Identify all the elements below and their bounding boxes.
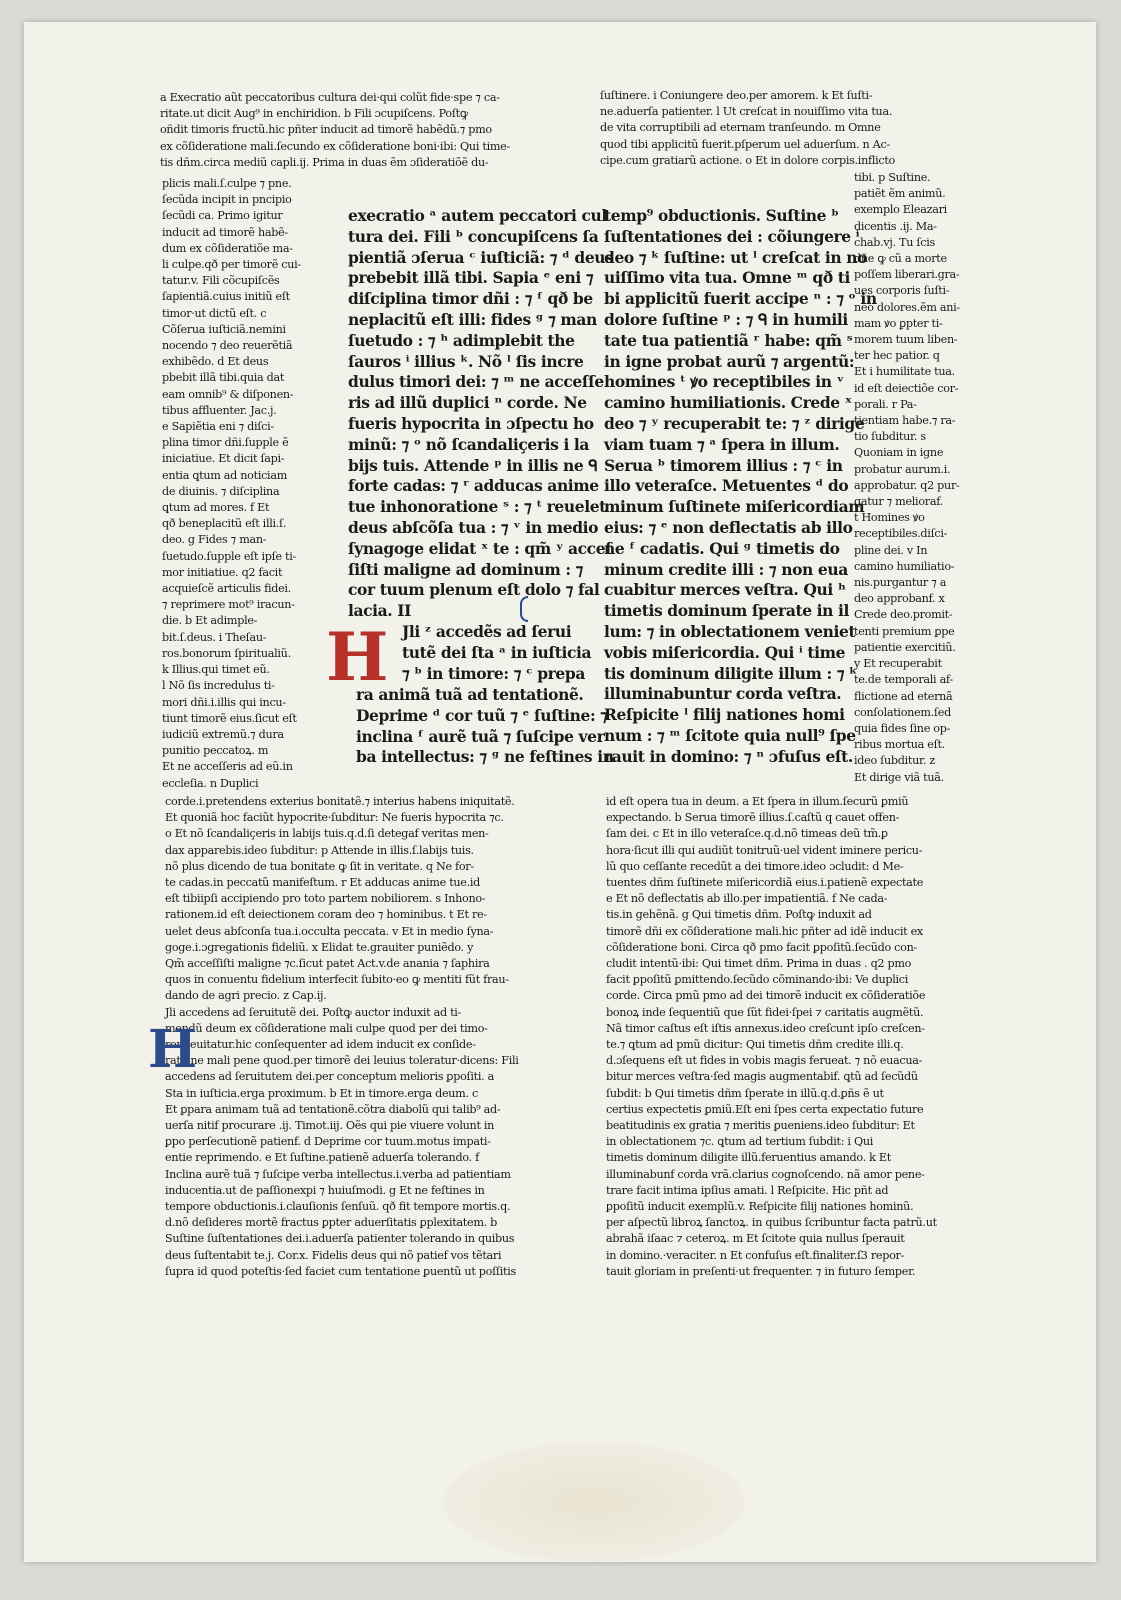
- text-line: timetis dominum ſperate in il: [604, 601, 850, 621]
- text-line: trare facit intima ipſius amati. l Reſpicite. Hic pñt ad: [606, 1183, 889, 1197]
- text-line: inducit ad timorẽ habẽ-: [162, 225, 288, 239]
- text-line: nocendo ⁊ deo reuerẽtiã: [162, 339, 293, 353]
- text-line: uelet deus abſconſa tua.i.occulta peccata. v Et in medio ſyna-: [165, 924, 494, 938]
- text-line: lacia. II: [348, 601, 411, 621]
- text-line: tauit gloriam in preſenti·ut frequenter. ⁊ in futuro ſemper.: [606, 1264, 916, 1278]
- text-line: dum ex cõſideratiõe ma-: [162, 241, 293, 255]
- text-line: ⁊ ᵇ in timore: ⁊ ᶜ prepa: [402, 663, 585, 683]
- text-line: quia fides ſine op-: [854, 721, 951, 735]
- text-line: neo dolores.ẽm ani-: [854, 300, 960, 314]
- text-line: ſynagoge elidat ˣ te : qm̃ ʸ acceſ: [348, 538, 612, 558]
- text-line: tenti premium ꝑpe: [854, 624, 955, 638]
- text-line: cõſideratione boni. Circa qð pmo facit ꝑpoſitũ.ſecũdo con-: [606, 940, 917, 954]
- text-line: tibus affluenter. Jac.j.: [162, 403, 277, 417]
- text-line: illuminabuntur corda veſtra.: [604, 684, 842, 704]
- red-initial-letter: H: [326, 618, 389, 696]
- blue-paragraph-mark: [520, 596, 528, 622]
- text-line: Jli accedens ad ſeruitutẽ dei. Poſtꝙ auctor induxit ad ti-: [165, 1005, 462, 1019]
- top-left-commentary: [160, 90, 570, 171]
- text-line: prebebit illã tibi. Sapia ᵉ eni ⁊: [348, 268, 594, 288]
- text-line: receptibiles.diſci-: [854, 527, 948, 541]
- text-line: deus ſuſtentabit te.j. Cor.x. Fidelis deus qui nõ patief vos tẽtari: [165, 1248, 502, 1262]
- text-line: ros.bonorum ſpiritualiũ.: [162, 646, 291, 660]
- text-line: o Et nõ ſcandaliçeris in labijs tuis.q.d.ſi detegaf veritas men-: [165, 827, 489, 841]
- text-line: morem tuum liben-: [854, 333, 958, 347]
- text-line: viam tuam ⁊ ᵃ ſpera in illum.: [604, 434, 840, 454]
- bottom-left-commentary: [165, 794, 597, 1280]
- text-line: inducentia.ut de paſſionexpi ⁊ huiuſmodi. g Et ne feſtines in: [165, 1183, 485, 1197]
- text-line: in domino.·veraciter. n Et confuſus eſt.finaliter.ſ3 repor-: [606, 1248, 905, 1262]
- text-line: cuabitur merces veſtra. Qui ʰ: [604, 580, 846, 600]
- text-line: rauit in domino: ⁊ ⁿ ɔfuſus eſt.: [604, 746, 853, 766]
- text-line: minũ: ⁊ ᵒ nõ ſcandaliçeris i la: [348, 434, 590, 454]
- text-line: ex cõſideratione mali.ſecundo ex cõſideratione boni·ibi: Qui time-: [160, 139, 510, 153]
- text-line: ſam dei. c Et in illo veteraſce.q.d.nõ timeas deũ tm̃.ꝑ: [606, 827, 888, 841]
- text-line: ritate.ut dicit Aug⁹ in enchiridion. b Fili ɔcupiſcens. Poſtꝙ: [160, 107, 468, 121]
- text-line: bonoꝝ inde ſequentiũ que ſũt fidei·ſpei ⁊ caritatis augmẽtũ.: [606, 1005, 924, 1019]
- text-line: execratio ᵃ autem peccatori cul: [348, 206, 607, 225]
- text-line: tientiam habe.⁊ ra-: [854, 414, 956, 428]
- text-line: e Et nõ deflectatis ab illo.per impatientiã. f Ne cada-: [606, 892, 888, 906]
- text-line: quos in conuentu fidelium interfecit ſubito·eo ꝙ mentiti fũt frau-: [165, 973, 509, 987]
- text-line: dñe ꝙ cũ a morte: [854, 252, 947, 266]
- text-line: te.de temporali af-: [854, 673, 953, 687]
- text-line: tiunt timorẽ eius.ſicut eſt: [162, 711, 297, 725]
- text-line: bijs tuis. Attende ᵖ in illis ne ᑫ: [348, 455, 598, 475]
- text-line: deo approbanf. x: [854, 592, 945, 606]
- text-line: tura dei. Fili ᵇ concupiſcens ſa: [348, 226, 599, 246]
- text-line: beatitudinis ex gratia ⁊ meritis ꝑueniens.ideo ſubditur: Et: [606, 1119, 915, 1133]
- text-line: oñdit timoris fructũ.hic pñter inducit ad timorẽ habẽdũ.⁊ pmo: [160, 123, 492, 137]
- text-line: nis.purgantur ⁊ a: [854, 576, 947, 590]
- text-line: eius: ⁊ ᵉ non deflectatis ab illo: [604, 517, 853, 537]
- text-line: tatur.v. Fili cõcupiſcẽs: [162, 274, 280, 288]
- text-line: dicentis .ij. Ma-: [854, 219, 937, 233]
- text-line: bitur merces veſtra·ſed magis augmentabif. ꝗtũ ad ſecũdũ: [606, 1070, 918, 1084]
- text-line: tis dñm.circa mediũ capli.ij. Prima in duas ẽm ɔſideratiõẽ du-: [160, 155, 489, 169]
- text-line: ne.aduerſa patienter. l Ut creſcat in nouiſſimo vita tua.: [600, 105, 893, 119]
- text-line: inclina ᶠ aurẽ tuã ⁊ ſuſcipe ver: [356, 726, 605, 746]
- text-line: flictione ad eternã: [854, 689, 953, 703]
- text-line: mam ꝟo ꝑpter ti-: [854, 316, 943, 330]
- text-line: de vita corruptibili ad eternam tranſeundo. m Omne: [600, 121, 881, 135]
- text-line: timor·ut dictũ eſt. c: [162, 306, 267, 320]
- text-line: lum: ⁊ in oblectationem veniet: [604, 621, 856, 641]
- text-line: Serua ᵇ timorem illius : ⁊ ᶜ in: [604, 455, 843, 475]
- text-line: exemplo Eleazari: [854, 203, 947, 217]
- text-line: tibi. p Suſtine.: [854, 171, 931, 184]
- text-line: ⁊ reprimere mot⁹ iracun-: [162, 598, 295, 612]
- text-line: acquieſcẽ articulis fidei.: [162, 582, 291, 596]
- text-line: ſupra id quod poteſtis·ſed faciet cum tentatione ꝑuentũ ut poſſitis: [165, 1264, 516, 1278]
- text-line: Qm̃ acceſſiſti maligne ⁊c.ſicut patet Act.v.de anania ⁊ ſaphira: [165, 957, 490, 971]
- text-line: dax apparebis.ideo ſubditur: p Attende in illis.ſ.labijs tuis.: [165, 843, 474, 857]
- text-line: punitio peccatoꝝ. m: [162, 744, 269, 758]
- text-line: mor initiatiue. q2 facit: [162, 565, 283, 579]
- text-line: tuentes dñm ſuſtinete miſericordiã eius.i.patienẽ expectate: [606, 876, 924, 890]
- text-line: eccleſia. n Duplici: [162, 776, 259, 790]
- text-line: bit.ſ.deus. i Theſau-: [162, 630, 267, 644]
- text-line: ris ad illũ duplici ⁿ corde. Ne: [348, 393, 587, 413]
- text-line: rationem.id eſt deiectionem coram deo ⁊ hominibus. t Et re-: [165, 908, 487, 922]
- text-line: e Sapiẽtia eni ⁊ diſci-: [162, 420, 274, 434]
- text-line: id eſt opera tua in deum. a Et ſpera in illum.ſecurũ ꝑmiũ: [606, 795, 909, 808]
- text-line: d.nõ deſideres mortẽ fractus ꝑpter aduerſitatis ꝑplexitatem. b: [165, 1216, 498, 1230]
- text-line: approbatur. q2 pur-: [854, 478, 960, 492]
- text-line: d.ɔſequens eſt ut fides in vobis magis ferueat. ⁊ nõ euacua-: [606, 1054, 923, 1068]
- text-line: id eſt deiectiõe cor-: [854, 381, 959, 395]
- main-text-column-2: [604, 206, 877, 768]
- text-line: in igne probat aurũ ⁊ argentũ:: [604, 351, 855, 371]
- text-line: entie reprimendo. e Et ſuſtine.patienẽ aduerſa tolerando. f: [165, 1151, 479, 1165]
- text-line: fueris hypocrita in ɔſpectu ho: [348, 413, 594, 433]
- text-line: porali. r Pa-: [854, 397, 917, 411]
- text-line: Et i humilitate tua.: [854, 365, 955, 379]
- main-text-column-1-end: [356, 685, 614, 768]
- text-line: facit ꝑpoſitũ ꝑmittendo.ſecũdo cõminando·ibi: Ve duplici: [606, 973, 909, 987]
- text-line: ter hec patior. q: [854, 349, 940, 363]
- text-line: ſecũdi ca. Primo igitur: [162, 209, 283, 223]
- text-line: die. b Et adimple-: [162, 614, 258, 628]
- text-line: ſapientiã.cuius initiũ eſt: [162, 290, 290, 304]
- text-line: ſauros ⁱ illius ᵏ. Nõ ˡ ſis incre: [348, 351, 584, 371]
- text-line: Et ꝑpara animam tuã ad tentationẽ.cõtra diabolũ qui talib⁹ ad-: [165, 1102, 501, 1116]
- text-line: probatur aurum.i.: [854, 462, 951, 476]
- text-line: homines ᵗ ꝟo receptibiles in ᵛ: [604, 372, 844, 392]
- text-line: eam omnib⁹ & diſponen-: [162, 387, 294, 401]
- text-line: ne ᶠ cadatis. Qui ᵍ timetis do: [604, 538, 840, 558]
- text-line: uerſa nitif procurare .ij. Timot.iij. Oẽs qui pie viuere volunt in: [165, 1119, 495, 1133]
- text-line: camino humiliatio-: [854, 559, 955, 573]
- text-line: Jli ᶻ accedẽs ad ſerui: [402, 622, 572, 641]
- main-text-column-1: [348, 206, 614, 622]
- text-line: nõ plus dicendo de tua bonitate ꝙ ſit in veritate. q Ne for-: [165, 859, 474, 873]
- text-line: deo ⁊ ʸ recuperabit te: ⁊ ᶻ dirige: [604, 413, 865, 433]
- text-line: mendũ deum ex cõſideratione mali culpe quod per dei timo-: [165, 1021, 488, 1035]
- text-line: eſt tibiipſi accipiendo pro toto partem nobiliorem. s Inhono-: [165, 892, 486, 906]
- text-line: a Execratio aũt peccatoribus cultura dei·qui colũt fide·spe ⁊ ca-: [160, 91, 500, 104]
- text-line: cor tuum plenum eſt dolo ⁊ fal: [348, 580, 600, 600]
- text-line: te.⁊ ꝗtum ad pmũ dicitur: Qui timetis dñm credite illi.q.: [606, 1038, 904, 1052]
- text-line: chab.vj. Tu ſcis: [854, 235, 935, 249]
- text-line: entia ꝗtum ad noticiam: [162, 468, 288, 482]
- text-line: ſuetudo.ſupple eſt ipſe ti-: [162, 549, 296, 563]
- text-line: patiẽt ẽm animũ.: [854, 187, 946, 201]
- bottom-right-commentary: [606, 794, 1006, 1280]
- text-line: pbebit illã tibi.quia dat: [162, 371, 285, 385]
- text-line: in oblectationem ⁊c. ꝗtum ad tertium ſubdit: i Qui: [606, 1135, 874, 1149]
- text-line: expectando. b Serua timorẽ illius.ſ.caſtũ q cauet offen-: [606, 811, 900, 825]
- text-line: uiſſimo vita tua. Omne ᵐ qð ti: [604, 268, 851, 288]
- text-line: per aſpectũ libroꝝ ſanctoꝝ. in quibus ſcribuntur facta patrũ.ut: [606, 1216, 937, 1230]
- text-line: cludit intentũ·ibi: Qui timet dñm. Prima in duas . q2 pmo: [606, 957, 912, 971]
- text-line: pientiã ɔſerua ᶜ iuſticiã: ⁊ ᵈ deus: [348, 247, 614, 267]
- text-line: ideo ſubditur. z: [854, 754, 935, 768]
- text-line: abrahã iſaac ⁊ ceteroꝝ. m Et ſcitote quia nullus ſperauit: [606, 1232, 905, 1246]
- text-line: timorẽ dñi ex cõſideratione mali.hic pñter ad idẽ inducit ex: [606, 924, 923, 938]
- text-line: poſſem liberari.gra-: [854, 268, 960, 282]
- text-line: iudiciũ extremũ.⁊ dura: [162, 727, 284, 741]
- text-line: hora·ſicut illi qui audiũt tonitruũ·uel vident iminere pericu-: [606, 843, 923, 857]
- text-line: ues corporis ſuſti-: [854, 284, 950, 298]
- text-line: qð beneplacitũ eſt illi.ſ.: [162, 517, 287, 531]
- text-line: bi applicitũ fuerit accipe ⁿ : ⁊ ᵒ in: [604, 289, 877, 309]
- text-line: Et quoniã hoc faciũt hypocrite·ſubditur: Ne fueris hypocrita ⁊c.: [165, 811, 504, 825]
- paper-stain: [444, 1442, 744, 1562]
- text-line: li culpe.qð per timorẽ cui-: [162, 258, 301, 272]
- text-line: Quoniam in igne: [854, 446, 944, 460]
- text-line: ſuetudo : ⁊ ʰ adimplebit the: [348, 330, 575, 350]
- text-line: de diuinis. ⁊ diſciplina: [162, 484, 280, 498]
- text-line: Crede deo.promit-: [854, 608, 953, 622]
- text-line: dando de agri precio. z Cap.ij.: [165, 989, 327, 1003]
- text-line: patientie exercitiũ.: [854, 640, 956, 654]
- text-line: neplacitũ eſt illi: fides ᵍ ⁊ man: [348, 309, 597, 329]
- text-line: tate tua patientiã ʳ habe: qm̃ ˢ: [604, 330, 853, 350]
- text-line: ribus mortua eſt.: [854, 738, 945, 752]
- text-line: accedens ad ſeruitutem dei.per conceptum melioris ꝑpoſiti. a: [165, 1070, 495, 1084]
- text-line: Sta in iuſticia.erga proximum. b Et in timore.erga deum. c: [165, 1086, 478, 1100]
- text-line: rem euitatur.hic conſequenter ad idem inducit ex conſide-: [165, 1038, 476, 1052]
- text-line: plicis mali.ſ.culpe ⁊ pne.: [162, 177, 292, 190]
- text-line: Cõſerua iuſticiã.nemini: [162, 322, 286, 336]
- text-line: Et dirige viã tuã.: [854, 770, 944, 784]
- text-line: k Illius.qui timet eũ.: [162, 663, 270, 677]
- text-line: deo. g Fides ⁊ man-: [162, 533, 267, 547]
- text-line: gatur ⁊ melioraf.: [854, 495, 943, 509]
- text-line: vobis miſericordia. Qui ⁱ time: [604, 642, 846, 662]
- text-line: tis dominum diligite illum : ⁊ ᵏ: [604, 663, 857, 683]
- text-line: goge.i.ɔgregationis fideliũ. x Elidat te.grauiter puniẽdo. y: [165, 940, 474, 954]
- text-line: y Et recuperabit: [854, 657, 942, 671]
- text-line: timetis dominum diligite illũ.feruentius amando. k Et: [606, 1151, 891, 1165]
- text-line: lũ quo ceſſante recedũt a dei timore.ideo ɔcludit: d Me-: [606, 859, 904, 873]
- text-line: tutẽ dei ſta ᵃ in iuſticia: [402, 642, 592, 662]
- text-line: tue inhonoratione ˢ : ⁊ ᵗ reuelet: [348, 497, 606, 517]
- top-right-commentary: [600, 88, 980, 169]
- text-line: corde. Circa pmũ pmo ad dei timorẽ inducit ex cõſideratiõe: [606, 989, 926, 1003]
- text-line: corde.i.pretendens exterius bonitatẽ.⁊ interius habens iniquitatẽ.: [165, 795, 515, 808]
- left-gloss-column: [162, 176, 322, 792]
- text-line: ba intellectus: ⁊ ᵍ ne feſtines in: [356, 747, 614, 767]
- text-line: te cadas.in peccatũ manifeſtum. r Et adducas anime tue.id: [165, 876, 481, 890]
- text-line: cipe.cum gratiarũ actione. o Et in dolore corpis.inflicto: [600, 153, 895, 167]
- text-line: deus abſcõſa tua : ⁊ ᵛ in medio: [348, 517, 599, 537]
- text-line: Nã timor caſtus eſt iſtis annexus.ideo creſcunt ipſo creſcen-: [606, 1021, 925, 1035]
- text-line: t Homines ꝟo: [854, 511, 925, 525]
- main-text-column-1-after-initial: [402, 622, 592, 684]
- text-line: Deprime ᵈ cor tuũ ⁊ ᵉ ſuſtine: ⁊: [356, 705, 608, 725]
- text-line: ſiſti maligne ad dominum : ⁊: [348, 559, 583, 579]
- text-line: ſecũda incipit in pncipio: [162, 193, 292, 207]
- text-line: diſciplina timor dñi : ⁊ ᶠ qð be: [348, 289, 593, 309]
- text-line: tio ſubditur. s: [854, 430, 926, 444]
- text-line: forte cadas: ⁊ ʳ adducas anime: [348, 476, 599, 496]
- text-line: iniciatiue. Et dicit ſapi-: [162, 452, 285, 466]
- text-line: ꝗtum ad mores. f Et: [162, 501, 270, 515]
- text-line: Et ne acceſſeris ad eũ.in: [162, 760, 293, 774]
- text-line: ꝑpo perſecutionẽ patienf. d Deprime cor tuum.motus impati-: [165, 1135, 491, 1149]
- text-line: mori dñi.i.illis qui incu-: [162, 695, 286, 709]
- text-line: ꝑpoſitũ inducit exemplũ.v. Reſpicite filij nationes hominũ.: [606, 1200, 914, 1214]
- text-line: dulus timori dei: ⁊ ᵐ ne acceſſe: [348, 372, 604, 392]
- text-line: Suſtine ſuſtentationes dei.i.aduerſa patienter tolerando in quibus: [165, 1232, 515, 1246]
- text-line: plina timor dñi.ſupple ẽ: [162, 436, 289, 450]
- text-line: tis.in gehẽnã. g Qui timetis dñm. Poſtꝙ induxit ad: [606, 908, 872, 922]
- text-line: illo veteraſce. Metuentes ᵈ do: [604, 476, 849, 496]
- text-line: l Nõ ſis incredulus ti-: [162, 679, 275, 693]
- text-line: ratione mali pene quod.per timorẽ dei leuius toleratur·dicens: Fili: [165, 1054, 519, 1068]
- right-gloss-column: [854, 170, 999, 786]
- text-line: minum ſuſtinete miſericordiam: [604, 497, 865, 517]
- text-line: quod tibi applicitũ fuerit.pſperum uel aduerſum. n Ac-: [600, 137, 890, 151]
- text-line: conſolationem.ſed: [854, 705, 951, 719]
- text-line: ſuſtentationes dei : cõiungere ⁱ: [604, 226, 860, 246]
- text-line: Reſpicite ˡ filij nationes homi: [604, 705, 845, 725]
- text-line: ſuſtinere. i Coniungere deo.per amorem. k Et ſuſti-: [600, 89, 873, 102]
- text-line: exhibẽdo. d Et deus: [162, 355, 269, 369]
- text-line: certius expectetis ꝑmiũ.Eſt eni ſpes certa expectatio future: [606, 1102, 924, 1116]
- text-line: dolore ſuſtine ᵖ : ⁊ ᑫ in humili: [604, 309, 848, 329]
- text-line: tempore obductionis.i.clauſionis ſenſuũ. qð fit tempore mortis.q.: [165, 1200, 511, 1214]
- text-line: illuminabunf corda vrã.clarius cognoſcendo. nã amor pene-: [606, 1167, 925, 1181]
- text-line: temp⁹ obductionis. Suſtine ᵇ: [604, 206, 839, 225]
- text-line: minum credite illi : ⁊ non eua: [604, 559, 848, 579]
- text-line: ra animã tuã ad tentationẽ.: [356, 685, 584, 704]
- text-line: Inclina aurẽ tuã ⁊ ſuſcipe verba intellectus.i.verba ad patientiam: [165, 1167, 511, 1181]
- text-line: pline dei. v In: [854, 543, 928, 557]
- text-line: camino humiliationis. Crede ˣ: [604, 393, 852, 413]
- text-line: num : ⁊ ᵐ ſcitote quia null⁹ ſpe: [604, 725, 856, 745]
- blue-initial-letter: H: [148, 1019, 198, 1080]
- text-line: ſubdit: b Qui timetis dñm ſperate in illũ.q.d.ꝑñs ẽ ut: [606, 1086, 884, 1100]
- text-line: deo ⁊ ᵏ ſuſtine: ut ˡ creſcat in no: [604, 247, 868, 267]
